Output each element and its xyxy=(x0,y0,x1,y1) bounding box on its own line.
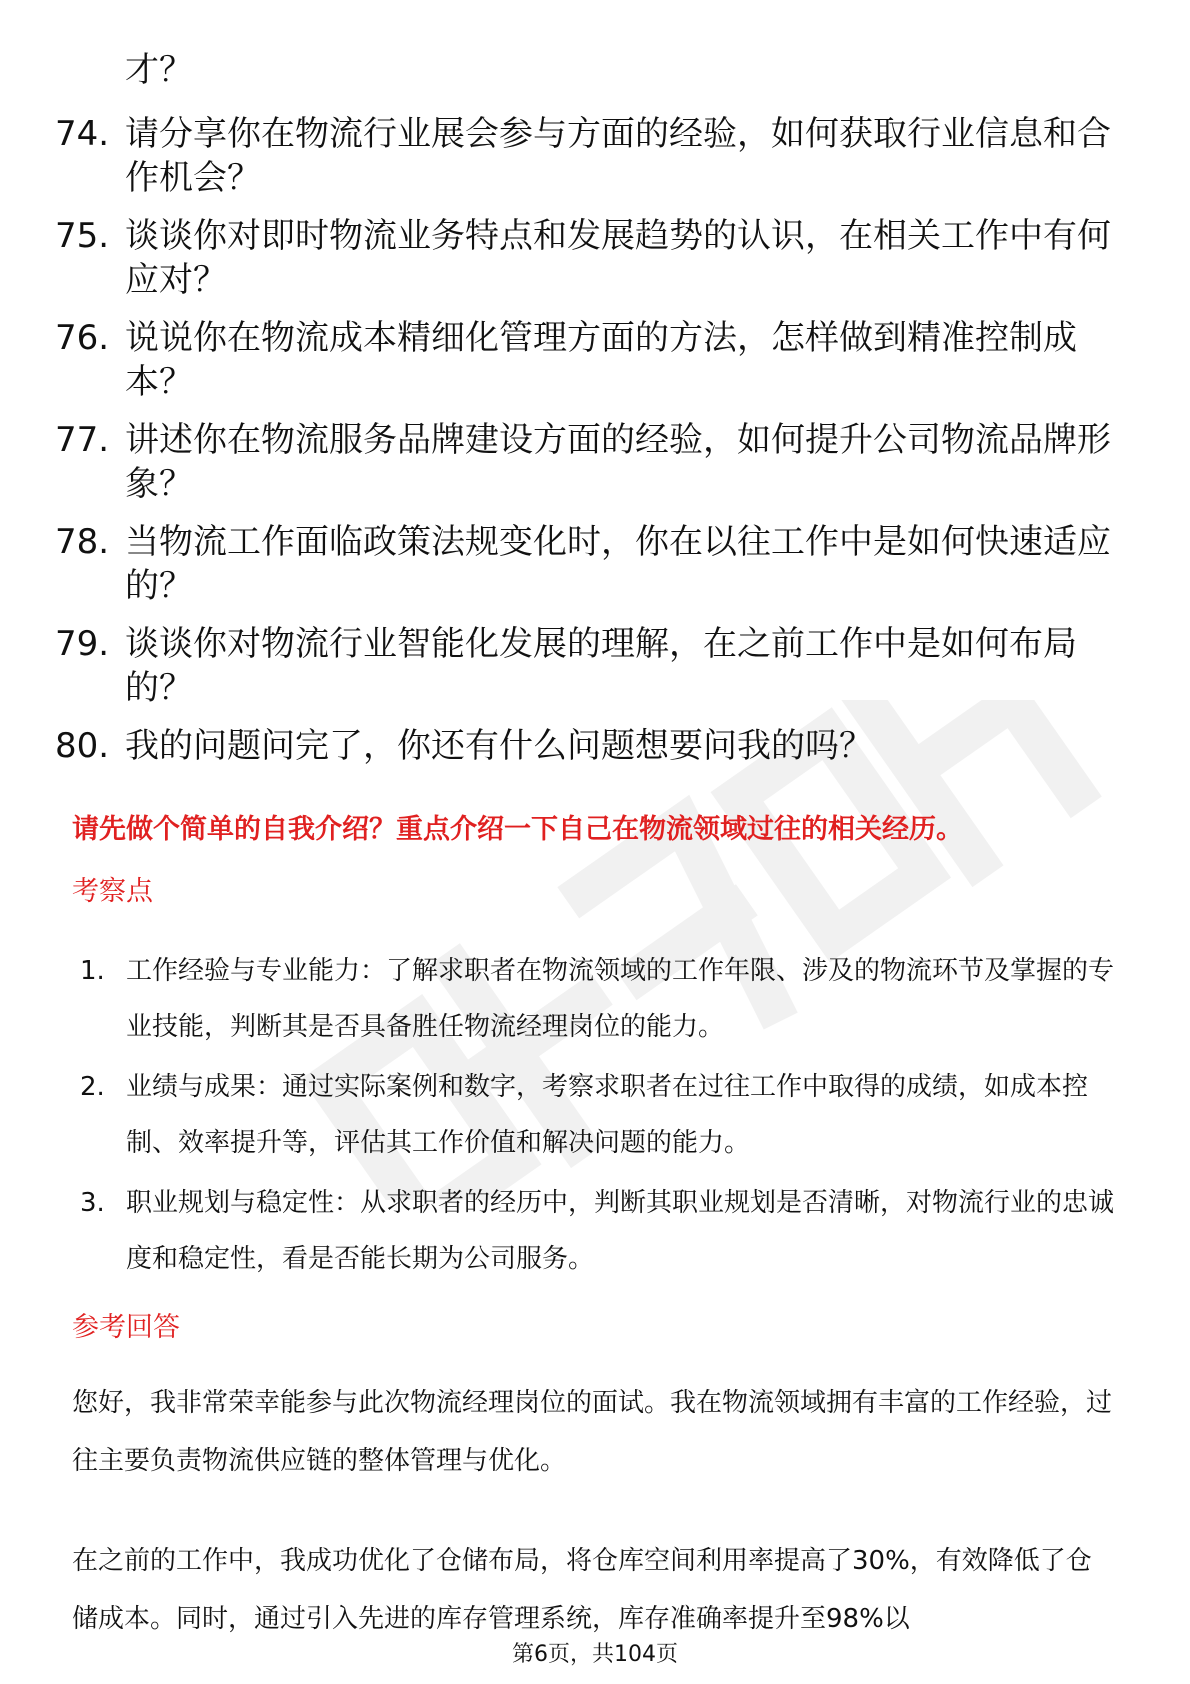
points-list xyxy=(80,943,1120,1291)
point-number: 2. xyxy=(80,1072,105,1102)
list-item xyxy=(80,1175,1120,1287)
question-number: 74. xyxy=(55,114,110,154)
question-list xyxy=(55,112,1135,782)
question-number: 75. xyxy=(55,216,110,256)
question-number: 76. xyxy=(55,318,110,358)
question-continuation: 才？ xyxy=(125,50,193,90)
list-item xyxy=(55,520,1135,608)
list-item xyxy=(55,214,1135,302)
question-text: 谈谈你对即时物流业务特点和发展趋势的认识，在相关工作中有何应对？ xyxy=(125,216,1111,300)
list-item xyxy=(55,112,1135,200)
point-text: 业绩与成果：通过实际案例和数字，考察求职者在过往工作中取得的成绩，如成本控制、效率提升等，评估其工作价值和解决问题的能力。 xyxy=(126,1072,1089,1158)
list-item xyxy=(55,418,1135,506)
answer-paragraph: 在之前的工作中，我成功优化了仓储布局，将仓库空间利用率提高了30%，有效降低了仓储成本。同时，通过引入先进的库存管理系统，库存准确率提升至98%以 xyxy=(72,1546,1092,1634)
list-item xyxy=(55,724,1135,768)
points-label: 考察点 xyxy=(72,876,153,907)
question-number: 77. xyxy=(55,420,110,460)
point-number: 3. xyxy=(80,1188,105,1218)
list-item xyxy=(55,316,1135,404)
point-text: 工作经验与专业能力：了解求职者在物流领域的工作年限、涉及的物流环节及掌握的专业技能，判断其是否具备胜任物流经理岗位的能力。 xyxy=(126,956,1115,1042)
list-item xyxy=(80,1059,1120,1171)
question-text: 说说你在物流成本精细化管理方面的方法，怎样做到精准控制成本？ xyxy=(125,318,1077,402)
question-number: 80. xyxy=(55,726,110,766)
point-text: 职业规划与稳定性：从求职者的经历中，判断其职业规划是否清晰，对物流行业的忠诚度和稳定性，看是否能长期为公司服务。 xyxy=(126,1188,1115,1274)
answer-paragraph: 您好，我非常荣幸能参与此次物流经理岗位的面试。我在物流领域拥有丰富的工作经验，过往主要负责物流供应链的整体管理与优化。 xyxy=(72,1388,1113,1476)
answer-label: 参考回答 xyxy=(72,1312,180,1343)
page-footer: 第6页，共104页 xyxy=(512,1642,678,1667)
point-number: 1. xyxy=(80,956,105,986)
question-text: 讲述你在物流服务品牌建设方面的经验，如何提升公司物流品牌形象？ xyxy=(125,420,1111,504)
list-item xyxy=(80,943,1120,1055)
question-text: 谈谈你对物流行业智能化发展的理解，在之前工作中是如何布局的？ xyxy=(125,624,1077,708)
question-number: 78. xyxy=(55,522,110,562)
list-item xyxy=(55,622,1135,710)
question-number: 79. xyxy=(55,624,110,664)
question-heading: 请先做个简单的自我介绍？重点介绍一下自己在物流领域过往的相关经历。 xyxy=(72,814,963,845)
question-text: 我的问题问完了，你还有什么问题想要问我的吗？ xyxy=(125,726,873,766)
question-text: 当物流工作面临政策法规变化时，你在以往工作中是如何快速适应的？ xyxy=(125,522,1111,606)
question-text: 请分享你在物流行业展会参与方面的经验，如何获取行业信息和合作机会？ xyxy=(125,114,1111,198)
